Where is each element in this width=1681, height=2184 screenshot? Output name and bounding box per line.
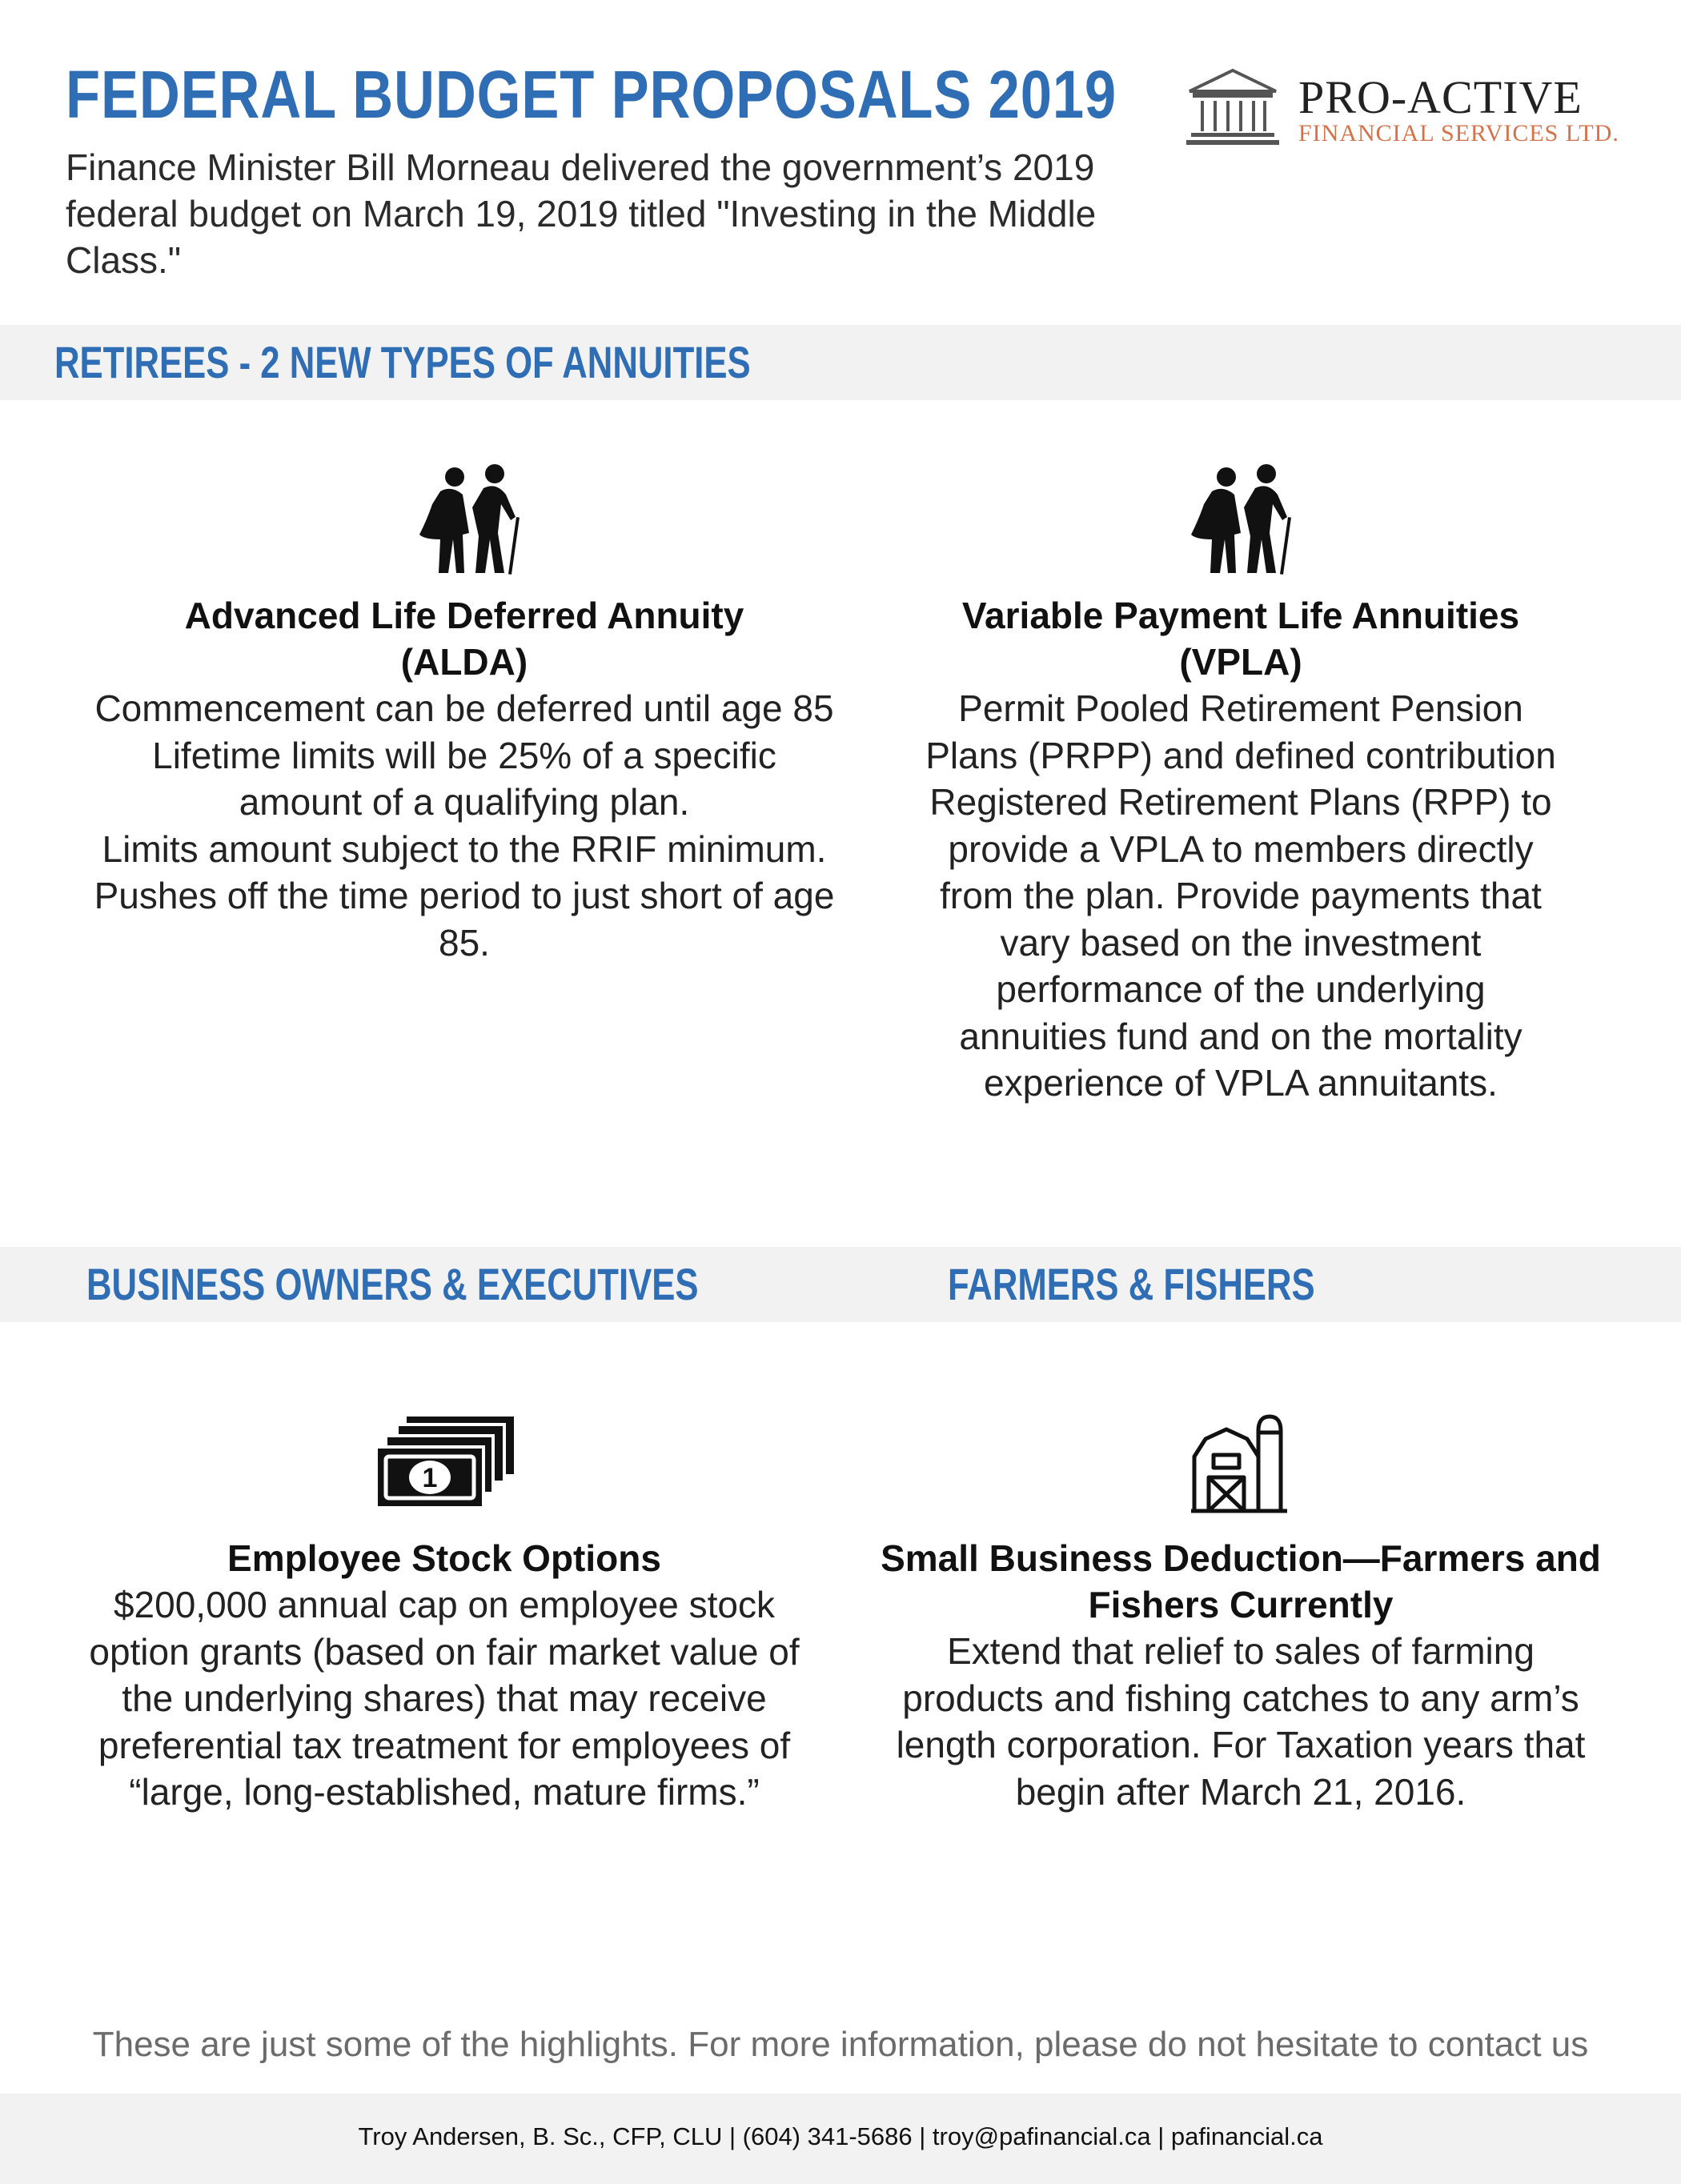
vpla-line: Permit Pooled Retirement Pension (958, 687, 1523, 729)
small-business-line: length corporation. For Taxation years that (896, 1724, 1586, 1765)
alda-title-line1: Advanced Life Deferred Annuity (184, 595, 744, 636)
farmers-heading: FARMERS & FISHERS (948, 1259, 1315, 1309)
vpla-line: from the plan. Provide payments that (940, 875, 1542, 916)
alda-line: Lifetime limits will be 25% of a specific (152, 734, 776, 776)
svg-text:1: 1 (422, 1463, 438, 1493)
vpla-title-line1: Variable Payment Life Annuities (961, 595, 1520, 636)
vpla-line: vary based on the investment (1000, 921, 1482, 964)
vpla-title-line2: (VPLA) (1179, 641, 1302, 683)
stock-options-line: “large, long-established, mature firms.” (129, 1771, 760, 1813)
stock-options-title: Employee Stock Options (227, 1537, 661, 1579)
small-business-line: begin after March 21, 2016. (1015, 1770, 1466, 1813)
vpla-line: Plans (PRPP) and defined contribution (925, 734, 1556, 776)
barn-silo-icon (1191, 1413, 1287, 1514)
logo-subtitle: FINANCIAL SERVICES LTD. (1298, 120, 1619, 146)
building-columns-icon (1185, 67, 1281, 150)
footer-contact: Troy Andersen, B. Sc., CFP, CLU | (604) 341-5686 | troy@pafinancial.ca | pafinancial.ca (358, 2122, 1323, 2150)
vpla-line: annuities fund and on the mortality (959, 1015, 1523, 1057)
alda-line: amount of a qualifying plan. (239, 781, 690, 823)
small-business-line: products and fishing catches to any arm’s (902, 1677, 1579, 1719)
stock-options-block (48, 1535, 840, 1816)
alda-title-line2: (ALDA) (400, 641, 528, 683)
closing-note: These are just some of the highlights. For more information, please do not hesitate to contact us (92, 2025, 1589, 2064)
vpla-line: experience of VPLA annuitants. (984, 1062, 1498, 1104)
small-business-block (865, 1535, 1617, 1815)
business-heading: BUSINESS OWNERS & EXECUTIVES (86, 1259, 699, 1309)
page-title: FEDERAL BUDGET PROPOSALS 2019 (66, 57, 1117, 132)
stock-options-line: preferential tax treatment for employees of (98, 1724, 791, 1766)
elderly-couple-icon (416, 463, 525, 575)
alda-line: Commencement can be deferred until age 85 (94, 687, 834, 729)
small-business-title-line1: Small Business Deduction—Farmers and (881, 1537, 1601, 1579)
vpla-line: provide a VPLA to members directly (948, 828, 1534, 870)
retirees-heading: RETIREES - 2 NEW TYPES OF ANNUITIES (54, 337, 751, 387)
retirees-band (0, 325, 1681, 400)
company-logo (1185, 64, 1619, 152)
stock-options-line: $200,000 annual cap on employee stock (113, 1584, 776, 1625)
small-business-line: Extend that relief to sales of farming (947, 1630, 1535, 1672)
vpla-line: performance of the underlying (996, 968, 1486, 1010)
business-farmers-band (0, 1247, 1681, 1322)
alda-line: 85. (439, 921, 490, 964)
alda-line: Pushes off the time period to just short of age (94, 875, 835, 916)
money-stack-icon (375, 1417, 516, 1509)
alda-line: Limits amount subject to the RRIF minimum. (102, 828, 827, 870)
vpla-block (881, 592, 1601, 1107)
elderly-couple-icon (1188, 463, 1297, 575)
vpla-line: Registered Retirement Plans (RPP) to (929, 781, 1552, 823)
intro-paragraph: Finance Minister Bill Morneau delivered the government’s 2019 federal budget on March 19, 2019 titled "Investing in the Middle Class." (66, 146, 1097, 281)
footer-bar (0, 2094, 1681, 2184)
small-business-title-line2: Fishers Currently (1088, 1584, 1394, 1625)
alda-block (64, 592, 865, 966)
logo-name: PRO-ACTIVE (1298, 71, 1583, 123)
stock-options-line: option grants (based on fair market value of (89, 1630, 800, 1673)
stock-options-line: the underlying shares) that may receive (122, 1677, 767, 1719)
